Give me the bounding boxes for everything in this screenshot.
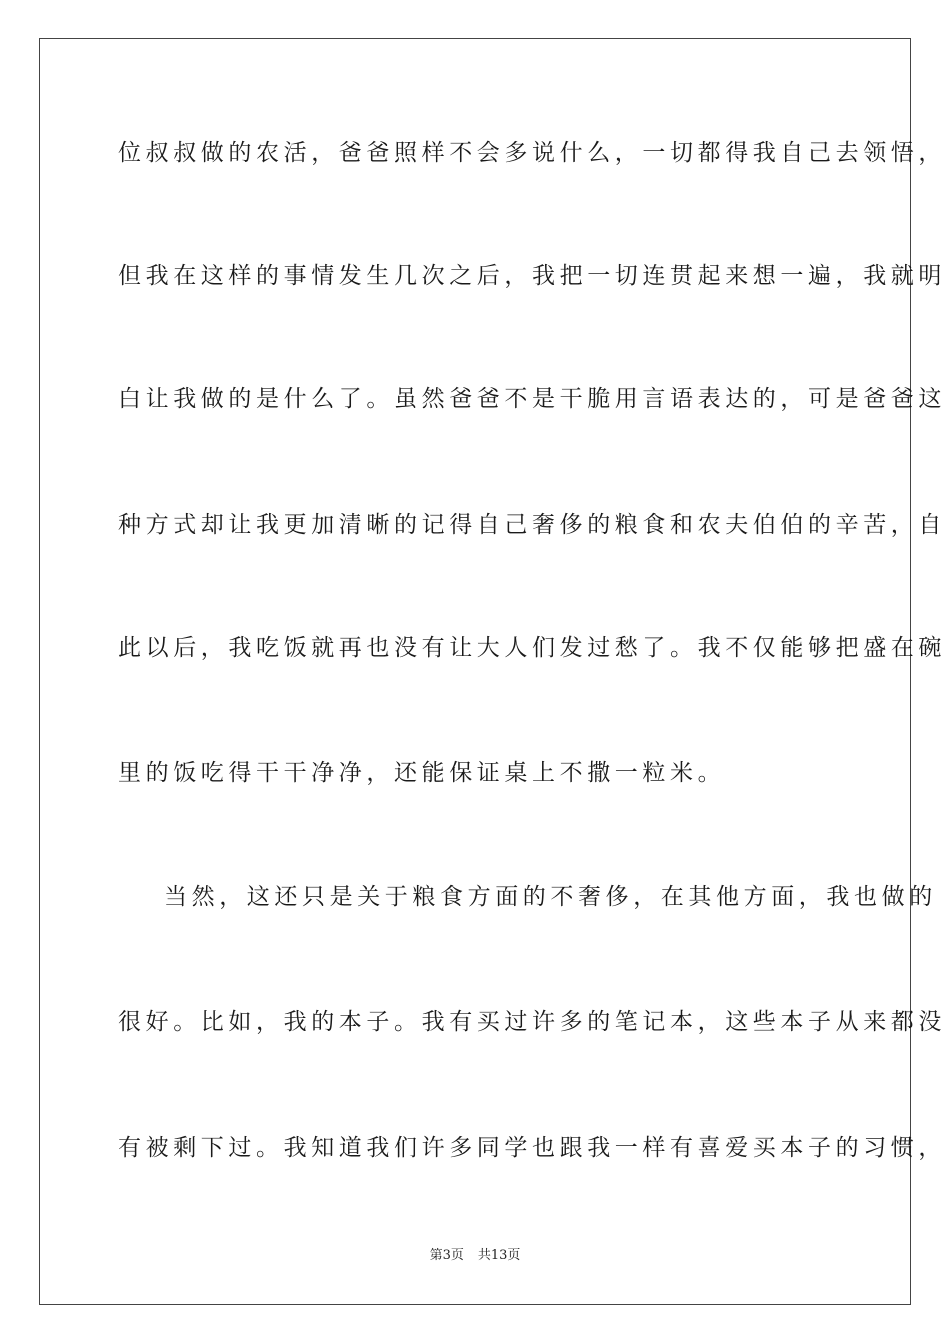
page-footer (0, 1247, 950, 1265)
paragraph-line: 很好。比如，我的本子。我有买过许多的笔记本，这些本子从来都没 (118, 1009, 946, 1035)
paragraph-line: 当然，这还只是关于粮食方面的不奢侈，在其他方面，我也做的 (164, 884, 937, 910)
paragraph-line: 种方式却让我更加清晰的记得自己奢侈的粮食和农夫伯伯的辛苦，自 (118, 512, 946, 538)
page-border (39, 38, 946, 1305)
page-number-total: 共13页 (477, 1248, 521, 1263)
paragraph-line: 里的饭吃得干干净净，还能保证桌上不撒一粒米。 (118, 760, 726, 786)
paragraph-line: 但我在这样的事情发生几次之后，我把一切连贯起来想一遍，我就明 (118, 263, 946, 289)
paragraph-line: 白让我做的是什么了。虽然爸爸不是干脆用言语表达的，可是爸爸这 (118, 386, 946, 412)
paragraph-line: 此以后，我吃饭就再也没有让大人们发过愁了。我不仅能够把盛在碗 (118, 635, 946, 661)
paragraph-line: 位叔叔做的农活，爸爸照样不会多说什么，一切都得我自己去领悟， (118, 140, 946, 166)
page-number-current: 第3页 (429, 1248, 464, 1263)
paragraph-line: 有被剩下过。我知道我们许多同学也跟我一样有喜爱买本子的习惯， (118, 1135, 946, 1161)
